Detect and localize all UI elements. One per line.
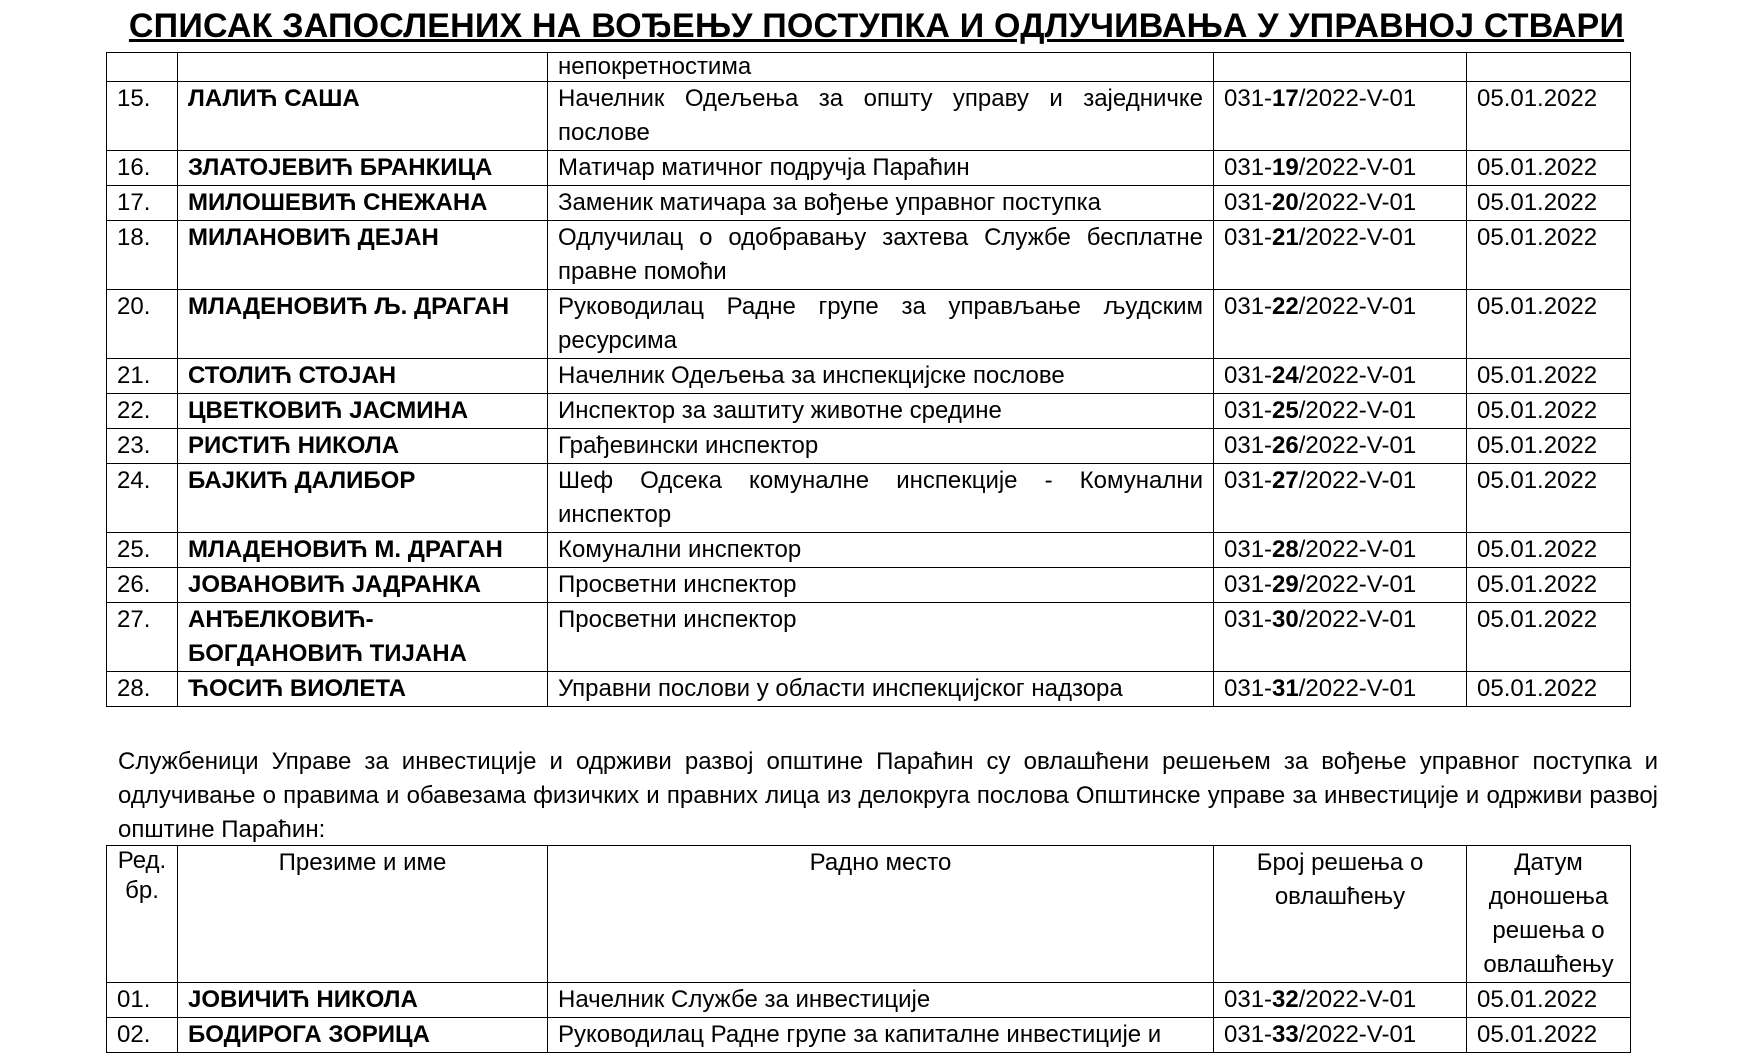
row-number: 16. [107, 151, 178, 186]
table-row [107, 53, 1631, 82]
resolution-number [1214, 186, 1467, 221]
resolution-number-bold: 29 [1272, 571, 1299, 598]
header-position: Радно место [548, 846, 1214, 983]
resolution-number [1214, 53, 1467, 82]
table-row [107, 1018, 1631, 1053]
resolution-number-post: /2022-V-01 [1298, 293, 1417, 320]
employee-name: ЗЛАТОЈЕВИЋ БРАНКИЦА [178, 151, 548, 186]
resolution-number [1214, 1018, 1467, 1053]
job-position: Начелник Одељења за инспекцијске послове [548, 359, 1214, 394]
resolution-number-pre: 031- [1224, 675, 1273, 702]
employee-name: ЈОВАНОВИЋ ЈАДРАНКА [178, 568, 548, 603]
resolution-date: 05.01.2022 [1467, 672, 1631, 707]
employees-table-1 [106, 52, 1631, 707]
resolution-date: 05.01.2022 [1467, 290, 1631, 359]
resolution-number-pre: 031- [1224, 85, 1273, 112]
resolution-number-pre: 031- [1224, 432, 1273, 459]
resolution-number-bold: 21 [1272, 224, 1299, 251]
job-position: Управни послови у области инспекцијског надзора [548, 672, 1214, 707]
resolution-number-bold: 24 [1272, 362, 1299, 389]
resolution-date: 05.01.2022 [1467, 151, 1631, 186]
employee-name: БАЈКИЋ ДАЛИБОР [178, 464, 548, 533]
row-number: 02. [107, 1018, 178, 1053]
table-row [107, 568, 1631, 603]
resolution-number-post: /2022-V-01 [1298, 224, 1417, 251]
resolution-number [1214, 394, 1467, 429]
resolution-number-bold: 28 [1272, 536, 1299, 563]
resolution-number-pre: 031- [1224, 986, 1273, 1013]
resolution-date: 05.01.2022 [1467, 221, 1631, 290]
row-number: 28. [107, 672, 178, 707]
employee-name: МИЛОШЕВИЋ СНЕЖАНА [178, 186, 548, 221]
table-row [107, 603, 1631, 672]
resolution-date: 05.01.2022 [1467, 394, 1631, 429]
resolution-number-bold: 27 [1272, 467, 1299, 494]
employee-name: МЛАДЕНОВИЋ М. ДРАГАН [178, 533, 548, 568]
resolution-number [1214, 221, 1467, 290]
job-position: Просветни инспектор [548, 603, 1214, 672]
job-position: Одлучилац о одобравању захтева Службе бесплатне правне помоћи [548, 221, 1214, 290]
document-title: СПИСАК ЗАПОСЛЕНИХ НА ВОЂЕЊУ ПОСТУПКА И ОДЛУЧИВАЊА У УПРАВНОЈ СТВАРИ [128, 7, 1625, 45]
resolution-date: 05.01.2022 [1467, 1018, 1631, 1053]
resolution-number-pre: 031- [1224, 189, 1273, 216]
row-number: 15. [107, 82, 178, 151]
resolution-number [1214, 82, 1467, 151]
resolution-number-post: /2022-V-01 [1298, 154, 1417, 181]
resolution-number-pre: 031- [1224, 293, 1273, 320]
employee-name: БОДИРОГА ЗОРИЦА [178, 1018, 548, 1053]
employee-name [178, 53, 548, 82]
employee-name: СТОЛИЋ СТОЈАН [178, 359, 548, 394]
resolution-number-bold: 32 [1272, 986, 1299, 1013]
row-number: 01. [107, 983, 178, 1018]
table-row [107, 359, 1631, 394]
resolution-number-post: /2022-V-01 [1298, 675, 1417, 702]
row-number: 24. [107, 464, 178, 533]
resolution-number [1214, 359, 1467, 394]
job-position: Матичар матичног подручја Параћин [548, 151, 1214, 186]
resolution-date: 05.01.2022 [1467, 429, 1631, 464]
row-number: 22. [107, 394, 178, 429]
job-position: Заменик матичара за вођење управног поступка [548, 186, 1214, 221]
table-row [107, 151, 1631, 186]
table-row [107, 672, 1631, 707]
employee-name: РИСТИЋ НИКОЛА [178, 429, 548, 464]
table-header-row [107, 846, 1631, 983]
employee-name: МЛАДЕНОВИЋ Љ. ДРАГАН [178, 290, 548, 359]
job-position: Инспектор за заштиту животне средине [548, 394, 1214, 429]
resolution-number [1214, 290, 1467, 359]
job-position: Начелник Одељења за општу управу и заједничке послове [548, 82, 1214, 151]
employee-name: МИЛАНОВИЋ ДЕЈАН [178, 221, 548, 290]
resolution-number-post: /2022-V-01 [1298, 536, 1417, 563]
resolution-number [1214, 983, 1467, 1018]
header-resolution-number: Број решења о овлашћењу [1214, 846, 1467, 983]
job-position: Просветни инспектор [548, 568, 1214, 603]
job-position: Комунални инспектор [548, 533, 1214, 568]
resolution-number [1214, 672, 1467, 707]
job-position: Грађевински инспектор [548, 429, 1214, 464]
authorization-paragraph: Службеници Управе за инвестиције и одрживи развој општине Параћин су овлашћени решењем за вођење управног поступка и одлучивање о правима и обавезама физичких и правних лица из делокруга послова Општинске управе за инвестиције и одрживи развој општине Параћин: [118, 748, 1658, 843]
resolution-number-bold: 31 [1272, 675, 1299, 702]
resolution-number-bold: 26 [1272, 432, 1299, 459]
resolution-date: 05.01.2022 [1467, 983, 1631, 1018]
job-position: Начелник Службе за инвестиције [548, 983, 1214, 1018]
table-row [107, 533, 1631, 568]
resolution-number-post: /2022-V-01 [1298, 189, 1417, 216]
job-position: Руководилац Радне групе за капиталне инвестиције и [548, 1018, 1214, 1053]
resolution-number-bold: 22 [1272, 293, 1299, 320]
resolution-number-post: /2022-V-01 [1298, 1021, 1417, 1048]
resolution-number-pre: 031- [1224, 467, 1273, 494]
employee-name: ЦВЕТКОВИЋ ЈАСМИНА [178, 394, 548, 429]
employees-table-2 [106, 845, 1631, 1053]
resolution-number-bold: 20 [1272, 189, 1299, 216]
resolution-number [1214, 151, 1467, 186]
resolution-number-post: /2022-V-01 [1298, 571, 1417, 598]
table-row [107, 290, 1631, 359]
row-number [107, 53, 178, 82]
resolution-number [1214, 429, 1467, 464]
table-row [107, 983, 1631, 1018]
resolution-number-pre: 031- [1224, 536, 1273, 563]
resolution-number-bold: 33 [1272, 1021, 1299, 1048]
resolution-number-pre: 031- [1224, 154, 1273, 181]
header-num: Ред. бр. [107, 846, 178, 983]
resolution-number-pre: 031- [1224, 397, 1273, 424]
row-number: 18. [107, 221, 178, 290]
row-number: 20. [107, 290, 178, 359]
row-number: 21. [107, 359, 178, 394]
employee-name: АНЂЕЛКОВИЋ-БОГДАНОВИЋ ТИЈАНА [178, 603, 548, 672]
resolution-number-pre: 031- [1224, 606, 1273, 633]
employee-name: ЋОСИЋ ВИОЛЕТА [178, 672, 548, 707]
table-row [107, 394, 1631, 429]
resolution-number-post: /2022-V-01 [1298, 397, 1417, 424]
resolution-date: 05.01.2022 [1467, 533, 1631, 568]
resolution-number-post: /2022-V-01 [1298, 986, 1417, 1013]
job-position: Руководилац Радне групе за управљање људским ресурсима [548, 290, 1214, 359]
resolution-date: 05.01.2022 [1467, 186, 1631, 221]
resolution-date: 05.01.2022 [1467, 568, 1631, 603]
resolution-date: 05.01.2022 [1467, 603, 1631, 672]
resolution-date: 05.01.2022 [1467, 464, 1631, 533]
resolution-number [1214, 464, 1467, 533]
resolution-number-pre: 031- [1224, 571, 1273, 598]
resolution-number-pre: 031- [1224, 224, 1273, 251]
header-date: Датум доношења решења о овлашћењу [1467, 846, 1631, 983]
resolution-number-post: /2022-V-01 [1298, 467, 1417, 494]
resolution-number [1214, 603, 1467, 672]
resolution-number-post: /2022-V-01 [1298, 432, 1417, 459]
table-row [107, 221, 1631, 290]
row-number: 26. [107, 568, 178, 603]
header-name: Презиме и име [178, 846, 548, 983]
resolution-number-bold: 30 [1272, 606, 1299, 633]
resolution-date: 05.01.2022 [1467, 82, 1631, 151]
row-number: 27. [107, 603, 178, 672]
resolution-date: 05.01.2022 [1467, 359, 1631, 394]
row-number: 25. [107, 533, 178, 568]
resolution-number-bold: 19 [1272, 154, 1299, 181]
table-row [107, 429, 1631, 464]
resolution-number-bold: 17 [1272, 85, 1299, 112]
resolution-number-pre: 031- [1224, 1021, 1273, 1048]
employee-name: ЈОВИЧИЋ НИКОЛА [178, 983, 548, 1018]
job-position: Шеф Одсека комуналне инспекције - Комунални инспектор [548, 464, 1214, 533]
row-number: 17. [107, 186, 178, 221]
resolution-number-post: /2022-V-01 [1298, 85, 1417, 112]
row-number: 23. [107, 429, 178, 464]
employee-name: ЛАЛИЋ САША [178, 82, 548, 151]
job-position: непокретностима [548, 53, 1214, 82]
table-row [107, 464, 1631, 533]
table-row [107, 186, 1631, 221]
resolution-number-pre: 031- [1224, 362, 1273, 389]
resolution-number [1214, 568, 1467, 603]
resolution-number-post: /2022-V-01 [1298, 362, 1417, 389]
table-row [107, 82, 1631, 151]
resolution-number-bold: 25 [1272, 397, 1299, 424]
resolution-number-post: /2022-V-01 [1298, 606, 1417, 633]
resolution-date [1467, 53, 1631, 82]
resolution-number [1214, 533, 1467, 568]
